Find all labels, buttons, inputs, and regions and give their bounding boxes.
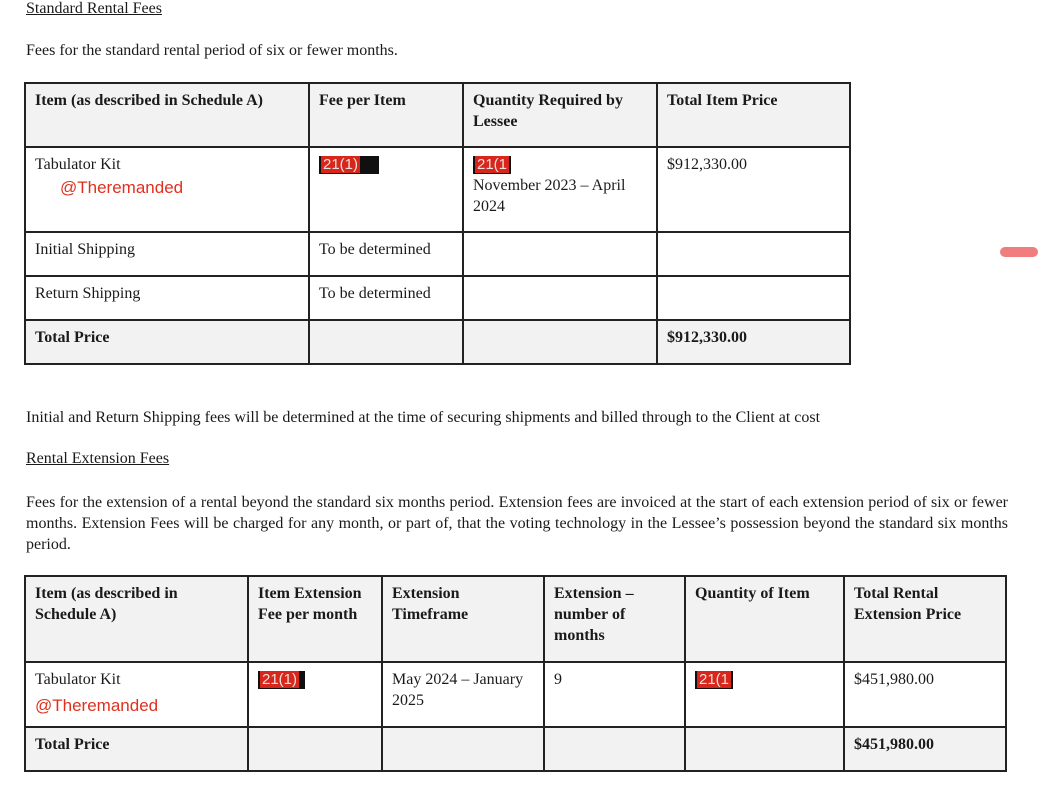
extension-fees-table: [24, 575, 1007, 772]
col-header-total: Total Item Price: [657, 83, 850, 147]
item-name: Tabulator Kit: [35, 671, 121, 688]
total-label: Total Price: [25, 727, 248, 771]
extension-months: 9: [544, 662, 685, 727]
extension-heading: Rental Extension Fees: [26, 450, 170, 467]
watermark-text: @Theremanded: [60, 178, 184, 197]
standard-intro: Fees for the standard rental period of six or fewer months.: [26, 42, 398, 59]
table-row: [25, 662, 1006, 727]
standard-heading: Standard Rental Fees: [26, 0, 162, 17]
total-value: $451,980.00: [844, 727, 1006, 771]
item-name: Initial Shipping: [25, 232, 309, 276]
shipping-note: Initial and Return Shipping fees will be determined at the time of securing shipments and billed through to the Client at cost: [26, 409, 821, 426]
item-name: Return Shipping: [25, 276, 309, 320]
item-fee: To be determined: [309, 232, 463, 276]
col-header-item: Item (as described in Schedule A): [25, 83, 309, 147]
extension-intro: Fees for the extension of a rental beyond the standard six months period. Extension fees are invoiced at the start of each extension period of six or fewer months. Extension Fees will be charged for any month, or part of, that the voting technology in the Lessee’s possession beyond the standard six months period.: [26, 494, 1008, 553]
total-row: [25, 727, 1006, 771]
col-header-item: Item (as described in Schedule A): [25, 576, 248, 662]
item-name: Tabulator Kit: [35, 156, 121, 173]
col-header-quantity: Quantity of Item: [685, 576, 844, 662]
extension-total: $451,980.00: [844, 662, 1006, 727]
redaction-box: 21(1: [473, 156, 511, 174]
table-row: [25, 276, 850, 320]
table-row: [25, 232, 850, 276]
item-fee: To be determined: [309, 276, 463, 320]
col-header-timeframe: Extension Timeframe: [382, 576, 544, 662]
table-row: [25, 147, 850, 232]
red-marker-smudge: [1000, 247, 1038, 257]
redaction-box: 21(1): [319, 156, 379, 174]
col-header-extension-fee: Item Extension Fee per month: [248, 576, 382, 662]
quantity-period: November 2023 – April 2024: [473, 177, 626, 215]
col-header-fee: Fee per Item: [309, 83, 463, 147]
watermark-text: @Theremanded: [35, 696, 159, 715]
item-total: $912,330.00: [657, 147, 850, 232]
total-row: [25, 320, 850, 364]
redaction-box: 21(1: [695, 671, 733, 689]
col-header-quantity: Quantity Required by Lessee: [463, 83, 657, 147]
standard-fees-table: [24, 82, 851, 365]
col-header-total: Total Rental Extension Price: [844, 576, 1006, 662]
total-value: $912,330.00: [657, 320, 850, 364]
total-label: Total Price: [25, 320, 309, 364]
extension-timeframe: May 2024 – January 2025: [382, 662, 544, 727]
redaction-box: 21(1): [258, 671, 305, 689]
col-header-months: Extension – number of months: [544, 576, 685, 662]
